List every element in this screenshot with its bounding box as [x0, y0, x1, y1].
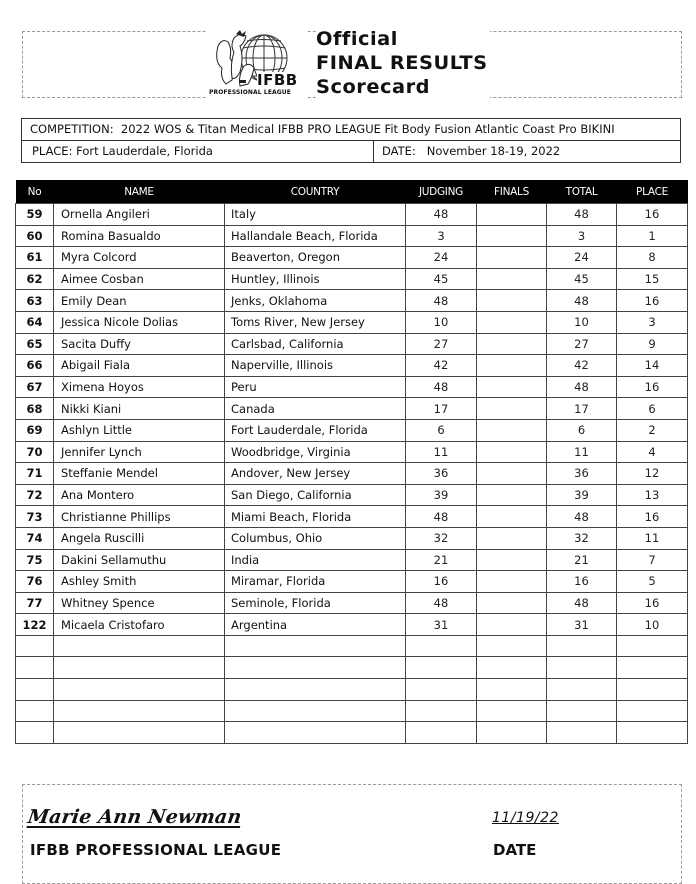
table-row — [16, 225, 688, 247]
cell-no-empty — [16, 657, 54, 679]
cell-name-empty — [54, 657, 225, 679]
cell-name-empty — [54, 635, 225, 657]
cell-no: 76 — [16, 571, 54, 593]
cell-finals — [477, 463, 547, 485]
cell-place: 6 — [617, 398, 688, 420]
cell-no: 60 — [16, 225, 54, 247]
cell-place-empty — [617, 635, 688, 657]
title-line-final-results: FINAL RESULTS — [316, 52, 488, 74]
cell-judging: 16 — [406, 571, 477, 593]
cell-judging-empty — [406, 657, 477, 679]
cell-country: Beaverton, Oregon — [225, 247, 406, 269]
cell-total: 48 — [547, 376, 617, 398]
cell-place: 15 — [617, 268, 688, 290]
cell-finals-empty — [477, 722, 547, 744]
col-header-no: No — [16, 180, 54, 204]
cell-country: Woodbridge, Virginia — [225, 441, 406, 463]
cell-finals — [477, 268, 547, 290]
cell-no: 65 — [16, 333, 54, 355]
cell-total-empty — [547, 722, 617, 744]
cell-total: 27 — [547, 333, 617, 355]
cell-finals — [477, 484, 547, 506]
table-row — [16, 463, 688, 485]
cell-country: Miramar, Florida — [225, 571, 406, 593]
cell-total: 16 — [547, 571, 617, 593]
cell-place: 3 — [617, 311, 688, 333]
cell-finals-empty — [477, 635, 547, 657]
cell-total: 24 — [547, 247, 617, 269]
col-header-judging: JUDGING — [406, 180, 477, 204]
cell-judging: 10 — [406, 311, 477, 333]
cell-country: Canada — [225, 398, 406, 420]
cell-no: 63 — [16, 290, 54, 312]
cell-name: Whitney Spence — [54, 592, 225, 614]
cell-finals-empty — [477, 657, 547, 679]
cell-name: Dakini Sellamuthu — [54, 549, 225, 571]
cell-place: 13 — [617, 484, 688, 506]
competition-label: COMPETITION: — [30, 122, 114, 136]
cell-place: 16 — [617, 290, 688, 312]
cell-total-empty — [547, 635, 617, 657]
cell-judging: 17 — [406, 398, 477, 420]
cell-name: Abigail Fiala — [54, 355, 225, 377]
cell-no: 73 — [16, 506, 54, 528]
cell-judging: 48 — [406, 506, 477, 528]
cell-total: 17 — [547, 398, 617, 420]
cell-country-empty — [225, 722, 406, 744]
table-row — [16, 527, 688, 549]
cell-judging: 27 — [406, 333, 477, 355]
col-header-name: NAME — [54, 180, 225, 204]
cell-country: Miami Beach, Florida — [225, 506, 406, 528]
cell-name: Steffanie Mendel — [54, 463, 225, 485]
cell-total: 21 — [547, 549, 617, 571]
cell-finals — [477, 592, 547, 614]
cell-finals — [477, 527, 547, 549]
cell-name: Ximena Hoyos — [54, 376, 225, 398]
cell-total: 39 — [547, 484, 617, 506]
cell-country: Carlsbad, California — [225, 333, 406, 355]
table-row — [16, 549, 688, 571]
cell-no: 62 — [16, 268, 54, 290]
cell-finals — [477, 290, 547, 312]
cell-name: Jennifer Lynch — [54, 441, 225, 463]
cell-name: Ashlyn Little — [54, 419, 225, 441]
cell-place: 11 — [617, 527, 688, 549]
cell-no: 69 — [16, 419, 54, 441]
cell-judging-empty — [406, 722, 477, 744]
empty-table-row — [16, 657, 688, 679]
cell-place: 1 — [617, 225, 688, 247]
cell-judging: 11 — [406, 441, 477, 463]
cell-place: 8 — [617, 247, 688, 269]
table-row — [16, 268, 688, 290]
competition-name: 2022 WOS & Titan Medical IFBB PRO LEAGUE Fit Body Fusion Atlantic Coast Pro BIKINI — [120, 122, 615, 136]
cell-finals — [477, 441, 547, 463]
signed-date: 11/19/22 — [492, 810, 559, 826]
date-cell — [374, 141, 560, 162]
cell-country: Peru — [225, 376, 406, 398]
col-header-place: PLACE — [617, 180, 688, 204]
cell-place: 10 — [617, 614, 688, 636]
cell-judging: 48 — [406, 376, 477, 398]
cell-no: 61 — [16, 247, 54, 269]
cell-place: 16 — [617, 204, 688, 226]
cell-finals — [477, 614, 547, 636]
cell-place: 16 — [617, 376, 688, 398]
cell-finals — [477, 333, 547, 355]
col-header-total: TOTAL — [547, 180, 617, 204]
cell-judging: 6 — [406, 419, 477, 441]
signature-organization: IFBB PROFESSIONAL LEAGUE — [30, 841, 282, 859]
cell-judging: 48 — [406, 592, 477, 614]
cell-judging-empty — [406, 679, 477, 701]
cell-country: Hallandale Beach, Florida — [225, 225, 406, 247]
cell-country: India — [225, 549, 406, 571]
cell-total: 48 — [547, 592, 617, 614]
cell-no: 64 — [16, 311, 54, 333]
cell-total-empty — [547, 657, 617, 679]
title-line-official: Official — [316, 28, 398, 50]
cell-name-empty — [54, 679, 225, 701]
cell-name: Sacita Duffy — [54, 333, 225, 355]
competition-info — [21, 118, 681, 163]
cell-country: Jenks, Oklahoma — [225, 290, 406, 312]
cell-country: Andover, New Jersey — [225, 463, 406, 485]
table-row — [16, 614, 688, 636]
date-label: DATE: — [382, 144, 416, 158]
col-header-country: COUNTRY — [225, 180, 406, 204]
cell-finals — [477, 247, 547, 269]
cell-country-empty — [225, 635, 406, 657]
empty-table-row — [16, 679, 688, 701]
results-body — [16, 204, 688, 744]
cell-name: Romina Basualdo — [54, 225, 225, 247]
cell-name: Emily Dean — [54, 290, 225, 312]
cell-no-empty — [16, 635, 54, 657]
cell-place: 14 — [617, 355, 688, 377]
cell-judging: 3 — [406, 225, 477, 247]
cell-judging-empty — [406, 635, 477, 657]
cell-name: Aimee Cosban — [54, 268, 225, 290]
cell-name: Christianne Phillips — [54, 506, 225, 528]
cell-finals — [477, 204, 547, 226]
cell-place: 16 — [617, 592, 688, 614]
logo-text: IFBB — [257, 71, 298, 89]
cell-total-empty — [547, 700, 617, 722]
cell-name-empty — [54, 722, 225, 744]
cell-total: 42 — [547, 355, 617, 377]
cell-no-empty — [16, 679, 54, 701]
ifbb-logo — [206, 28, 306, 100]
cell-name: Ashley Smith — [54, 571, 225, 593]
cell-total: 48 — [547, 204, 617, 226]
table-row — [16, 290, 688, 312]
cell-no: 68 — [16, 398, 54, 420]
cell-country: Toms River, New Jersey — [225, 311, 406, 333]
place-cell — [22, 141, 374, 162]
table-row — [16, 333, 688, 355]
table-row — [16, 398, 688, 420]
cell-country: San Diego, California — [225, 484, 406, 506]
cell-country-empty — [225, 700, 406, 722]
cell-place: 12 — [617, 463, 688, 485]
cell-no: 71 — [16, 463, 54, 485]
cell-total: 45 — [547, 268, 617, 290]
table-row — [16, 247, 688, 269]
cell-name: Ana Montero — [54, 484, 225, 506]
cell-total: 3 — [547, 225, 617, 247]
cell-country: Italy — [225, 204, 406, 226]
place-value: Fort Lauderdale, Florida — [76, 144, 213, 158]
cell-judging: 31 — [406, 614, 477, 636]
cell-country-empty — [225, 657, 406, 679]
cell-finals — [477, 549, 547, 571]
cell-place-empty — [617, 700, 688, 722]
signed-date-label: DATE — [493, 841, 537, 859]
col-header-finals: FINALS — [477, 180, 547, 204]
cell-total: 10 — [547, 311, 617, 333]
table-row — [16, 484, 688, 506]
cell-place: 5 — [617, 571, 688, 593]
cell-total: 32 — [547, 527, 617, 549]
cell-judging: 21 — [406, 549, 477, 571]
cell-judging: 48 — [406, 204, 477, 226]
competition-row — [22, 119, 680, 141]
results-table — [15, 180, 688, 744]
cell-total: 36 — [547, 463, 617, 485]
cell-no: 74 — [16, 527, 54, 549]
cell-finals-empty — [477, 679, 547, 701]
cell-no: 77 — [16, 592, 54, 614]
logo-subtext: PROFESSIONAL LEAGUE — [209, 89, 291, 96]
cell-no-empty — [16, 700, 54, 722]
cell-total-empty — [547, 679, 617, 701]
cell-no: 59 — [16, 204, 54, 226]
cell-place: 9 — [617, 333, 688, 355]
cell-judging: 36 — [406, 463, 477, 485]
cell-no: 122 — [16, 614, 54, 636]
cell-finals — [477, 571, 547, 593]
place-date-row — [22, 141, 680, 162]
cell-judging: 45 — [406, 268, 477, 290]
scorecard-title — [316, 27, 490, 99]
cell-no: 72 — [16, 484, 54, 506]
cell-judging-empty — [406, 700, 477, 722]
cell-name: Nikki Kiani — [54, 398, 225, 420]
cell-no: 75 — [16, 549, 54, 571]
cell-no: 66 — [16, 355, 54, 377]
cell-no: 67 — [16, 376, 54, 398]
cell-country: Huntley, Illinois — [225, 268, 406, 290]
table-row — [16, 571, 688, 593]
empty-table-row — [16, 635, 688, 657]
table-row — [16, 506, 688, 528]
table-row — [16, 441, 688, 463]
table-header-row — [16, 180, 688, 204]
table-row — [16, 204, 688, 226]
cell-country: Argentina — [225, 614, 406, 636]
cell-place: 7 — [617, 549, 688, 571]
cell-total: 11 — [547, 441, 617, 463]
cell-place-empty — [617, 679, 688, 701]
cell-no-empty — [16, 722, 54, 744]
cell-finals — [477, 506, 547, 528]
cell-place-empty — [617, 657, 688, 679]
cell-finals-empty — [477, 700, 547, 722]
cell-country: Seminole, Florida — [225, 592, 406, 614]
cell-place: 16 — [617, 506, 688, 528]
cell-country-empty — [225, 679, 406, 701]
empty-table-row — [16, 722, 688, 744]
cell-place-empty — [617, 722, 688, 744]
table-row — [16, 376, 688, 398]
cell-finals — [477, 355, 547, 377]
cell-country: Naperville, Illinois — [225, 355, 406, 377]
title-line-scorecard: Scorecard — [316, 76, 431, 98]
cell-name: Angela Ruscilli — [54, 527, 225, 549]
cell-total: 48 — [547, 506, 617, 528]
signature-frame — [22, 784, 682, 884]
cell-finals — [477, 376, 547, 398]
cell-judging: 32 — [406, 527, 477, 549]
cell-judging: 24 — [406, 247, 477, 269]
place-label: PLACE: — [32, 144, 73, 158]
cell-no: 70 — [16, 441, 54, 463]
cell-name-empty — [54, 700, 225, 722]
cell-finals — [477, 311, 547, 333]
cell-total: 48 — [547, 290, 617, 312]
date-value: November 18-19, 2022 — [426, 144, 561, 158]
cell-total: 6 — [547, 419, 617, 441]
cell-judging: 42 — [406, 355, 477, 377]
table-row — [16, 355, 688, 377]
cell-name: Ornella Angileri — [54, 204, 225, 226]
cell-judging: 39 — [406, 484, 477, 506]
cell-place: 2 — [617, 419, 688, 441]
cell-name: Myra Colcord — [54, 247, 225, 269]
cell-finals — [477, 398, 547, 420]
cell-judging: 48 — [406, 290, 477, 312]
empty-table-row — [16, 700, 688, 722]
cell-name: Micaela Cristofaro — [54, 614, 225, 636]
cell-total: 31 — [547, 614, 617, 636]
signature: Marie Ann Newman — [26, 806, 244, 828]
table-row — [16, 419, 688, 441]
table-row — [16, 311, 688, 333]
cell-finals — [477, 225, 547, 247]
cell-place: 4 — [617, 441, 688, 463]
cell-name: Jessica Nicole Dolias — [54, 311, 225, 333]
cell-country: Fort Lauderdale, Florida — [225, 419, 406, 441]
table-row — [16, 592, 688, 614]
cell-country: Columbus, Ohio — [225, 527, 406, 549]
cell-finals — [477, 419, 547, 441]
